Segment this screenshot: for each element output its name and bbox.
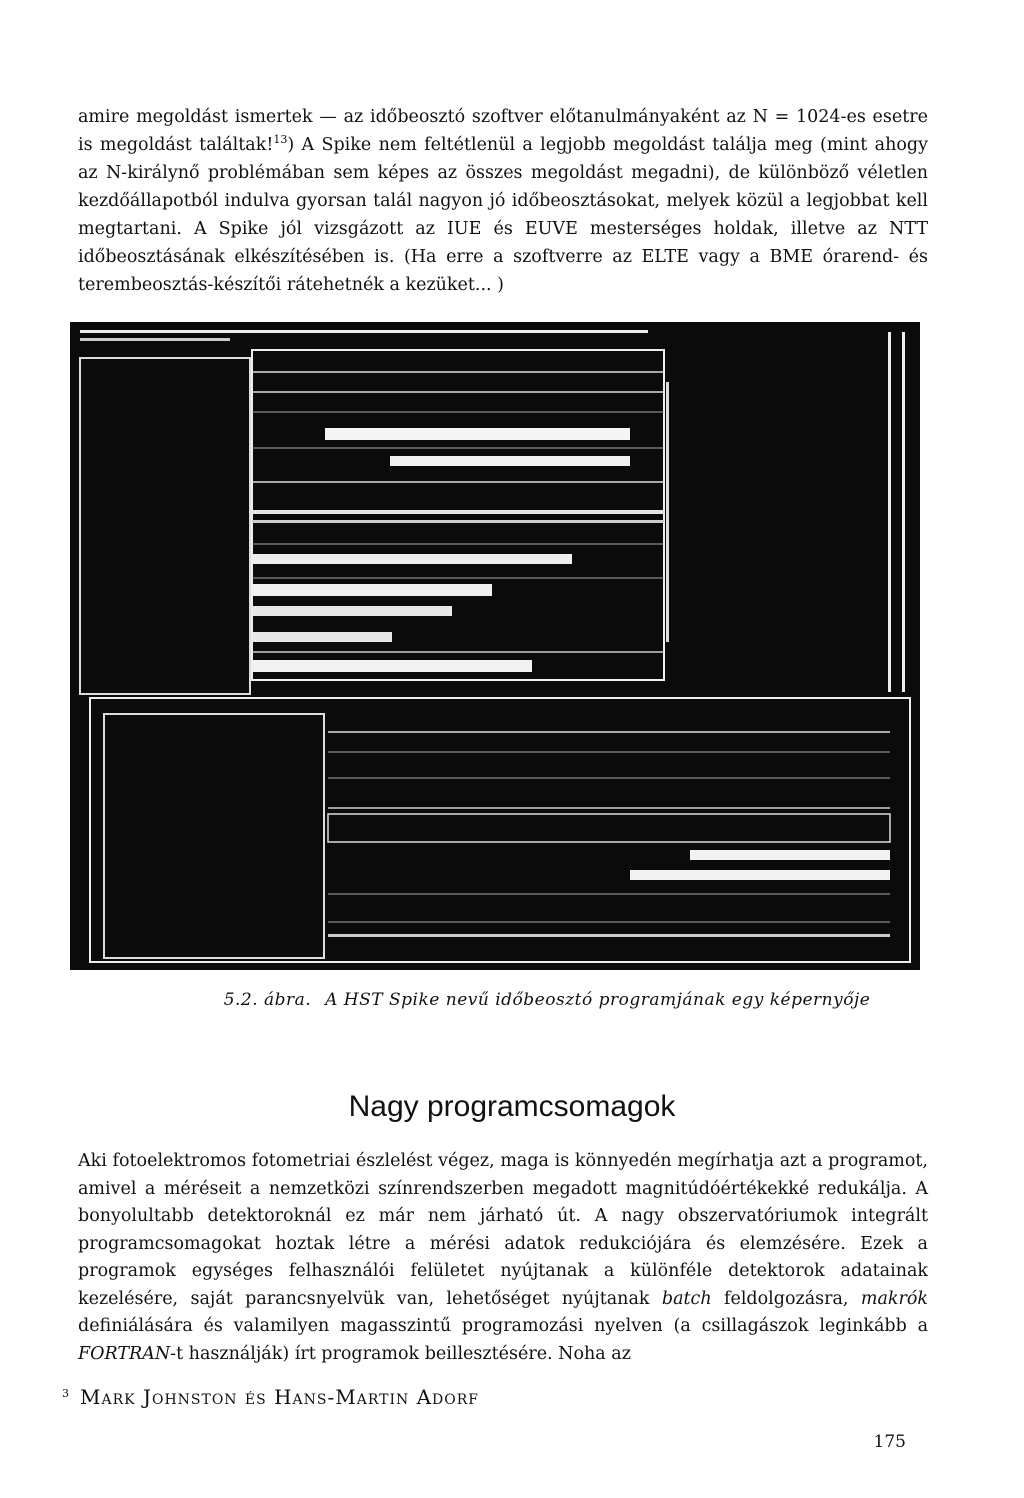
reference-marker: 13 <box>273 133 288 147</box>
footnote <box>62 1385 479 1409</box>
footnote-marker: 3 <box>62 1387 70 1401</box>
intro-paragraph <box>78 103 928 299</box>
paragraph-text-c: definiálására és valamilyen magasszintű programozási nyelven (a csillagászok leginkább a <box>78 1316 928 1336</box>
term-makrok: makrók <box>860 1288 929 1309</box>
section-heading: Nagy programcsomagok <box>348 1090 676 1123</box>
term-fortran: FORTRAN <box>78 1343 171 1364</box>
paragraph-text-b: ) A Spike nem feltétlenül a legjobb megoldást találja meg (mint ahogy az N-királynő problémában sem képes az összes megoldást megadni), de különböző véletlen kezdőállapotból indulva gyorsan talál nagyon jó időbeosztásokat, melyek közül a legjobbat kell megtartani. A Spike jól vizsgázott az IUE és EUVE mesterséges holdak, illetve az NTT időbeosztásának elkészítésében is. (Ha erre a szoftverre az ELTE vagy a BME órarend- és terembeosztás-készítői rátehetnék a kezüket... ) <box>78 135 928 295</box>
footnote-text: Mark Johnston és Hans-Martin Adorf <box>80 1385 479 1409</box>
spike-screenshot-figure <box>70 322 920 970</box>
term-batch: batch <box>661 1288 712 1309</box>
paragraph-text-d: -t használják) írt programok beillesztésére. Noha az <box>170 1343 631 1364</box>
figure-caption <box>0 990 1024 1010</box>
paragraph-text-b: feldolgozásra, <box>711 1288 861 1309</box>
paragraph-text-a: Aki fotoelektromos fotometriai észlelést végez, maga is könnyedén megírhatja azt a programot, amivel a méréseit a nemzetközi színrendszerben megadott magnitúdóértékekké redukálja. A bonyolultabb detektoroknál ez már nem járható út. A nagy obszervatóriumok integrált programcsomagokat hoztak létre a mérési adatok redukciójára és elemzésére. Ezek a programok egységes felhasználói felületet nyújtanak a különféle detektorok adatainak kezelésére, saját parancsnyelvük van, lehetőséget nyújtanak <box>78 1151 928 1309</box>
figure-caption-text: A HST Spike nevű időbeosztó programjának egy képernyője <box>325 990 871 1010</box>
page-number: 175 <box>873 1432 906 1452</box>
paragraph-text-a: amire megoldást ismertek — az időbeosztó szoftver előtanulmányaként az N = 1024-es esetre is megoldást találtak! <box>78 107 928 155</box>
body-paragraph <box>78 1148 928 1368</box>
figure-number: 5.2. ábra. <box>223 990 312 1010</box>
spike-screen-image <box>70 322 920 970</box>
